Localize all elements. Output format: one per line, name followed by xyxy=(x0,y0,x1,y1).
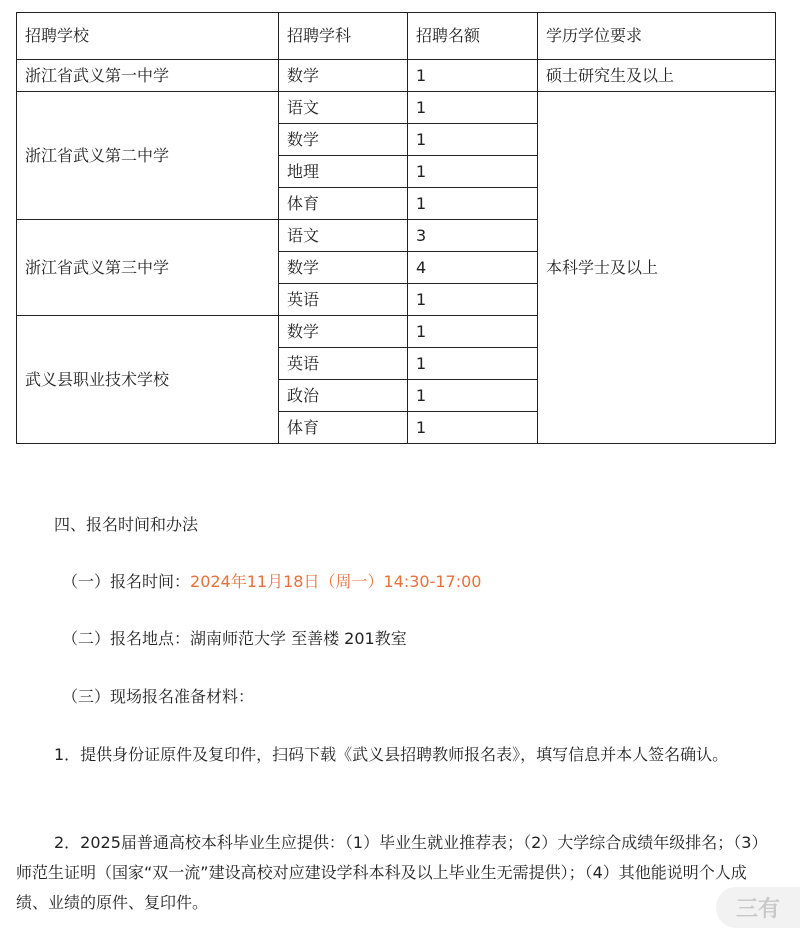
school-cell: 浙江省武义第二中学 xyxy=(17,92,279,220)
materials-heading: （三）现场报名准备材料： xyxy=(62,687,255,706)
quota-cell: 3 xyxy=(408,220,538,252)
table-row xyxy=(17,60,776,92)
subject-cell: 数学 xyxy=(279,60,408,92)
material-point-2: 2．2025届普通高校本科毕业生应提供：（1）毕业生就业推荐表；（2）大学综合成绩年级排名；（3）师范生证明（国家“双一流”建设高校对应建设学科本科及以上毕业生无需提供）；（4）其他能说明个人成绩、业绩的原件、复印件。 xyxy=(16,833,768,912)
subject-cell: 体育 xyxy=(279,412,408,444)
quota-cell: 1 xyxy=(408,380,538,412)
quota-cell: 1 xyxy=(408,316,538,348)
header-degree: 学历学位要求 xyxy=(538,13,776,60)
header-school: 招聘学校 xyxy=(17,13,279,60)
section-heading: 四、报名时间和办法 xyxy=(54,515,199,534)
subject-cell: 语文 xyxy=(279,220,408,252)
subject-cell: 英语 xyxy=(279,284,408,316)
table-row xyxy=(17,92,776,124)
quota-cell: 1 xyxy=(408,60,538,92)
subject-cell: 英语 xyxy=(279,348,408,380)
quota-cell: 1 xyxy=(408,284,538,316)
watermark-logo: 三有 xyxy=(716,887,800,928)
quota-cell: 1 xyxy=(408,188,538,220)
quota-cell: 1 xyxy=(408,124,538,156)
material-point-1: 1．提供身份证原件及复印件，扫码下载《武义县招聘教师报名表》，填写信息并本人签名确认。 xyxy=(54,745,729,764)
registration-location: （二）报名地点：湖南师范大学 至善楼 201教室 xyxy=(62,629,407,648)
subject-cell: 体育 xyxy=(279,188,408,220)
quota-cell: 1 xyxy=(408,348,538,380)
degree-cell: 硕士研究生及以上 xyxy=(538,60,776,92)
registration-time-value: 2024年11月18日（周一）14:30-17:00 xyxy=(190,572,482,591)
subject-cell: 语文 xyxy=(279,92,408,124)
subject-cell: 数学 xyxy=(279,316,408,348)
degree-cell: 本科学士及以上 xyxy=(538,92,776,444)
recruitment-table xyxy=(16,12,776,444)
table-header-row xyxy=(17,13,776,60)
quota-cell: 1 xyxy=(408,156,538,188)
quota-cell: 1 xyxy=(408,412,538,444)
quota-cell: 4 xyxy=(408,252,538,284)
registration-time-label: （一）报名时间： xyxy=(62,572,191,591)
subject-cell: 政治 xyxy=(279,380,408,412)
school-cell: 浙江省武义第三中学 xyxy=(17,220,279,316)
subject-cell: 地理 xyxy=(279,156,408,188)
school-cell: 武义县职业技术学校 xyxy=(17,316,279,444)
header-subject: 招聘学科 xyxy=(279,13,408,60)
subject-cell: 数学 xyxy=(279,124,408,156)
subject-cell: 数学 xyxy=(279,252,408,284)
registration-time xyxy=(16,567,778,597)
header-quota: 招聘名额 xyxy=(408,13,538,60)
quota-cell: 1 xyxy=(408,92,538,124)
school-cell: 浙江省武义第一中学 xyxy=(17,60,279,92)
